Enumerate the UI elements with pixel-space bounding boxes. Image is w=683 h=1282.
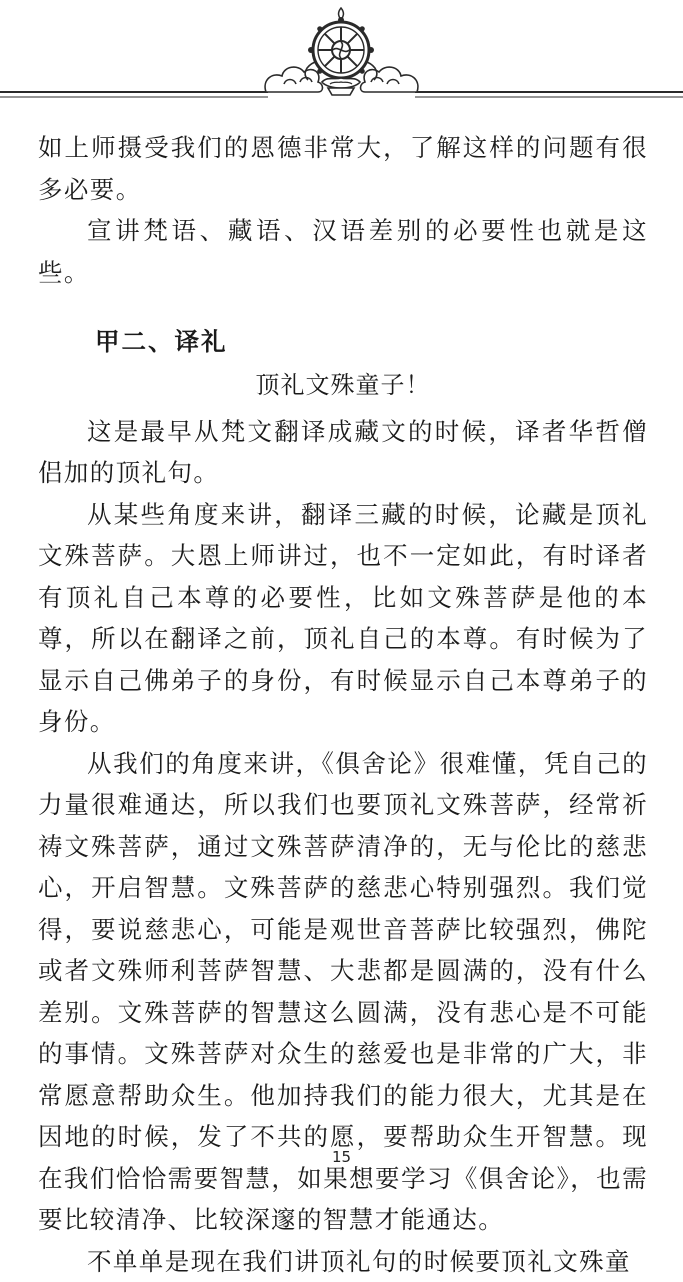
cloud-left-icon — [265, 67, 322, 92]
paragraph: 从某些角度来讲，翻译三藏的时候，论藏是顶礼文殊菩萨。大恩上师讲过，也不一定如此，有时译者有顶礼自己本尊的必要性，比如文殊菩萨是他的本尊，所以在翻译之前，顶礼自己的本尊。有时候为了显示自己佛弟子的身份，有时候显示自己本尊弟子的身份。 — [38, 494, 648, 743]
section-heading: 甲二、译礼 — [38, 321, 648, 363]
paragraph: 宣讲梵语、藏语、汉语差别的必要性也就是这些。 — [38, 210, 648, 293]
cloud-right-icon — [361, 67, 418, 92]
paragraph: 不单单是现在我们讲顶礼句的时候要顶礼文殊童 — [38, 1241, 648, 1282]
paragraph: 如上师摄受我们的恩德非常大，了解这样的问题有很多必要。 — [38, 127, 648, 210]
verse-line: 顶礼文殊童子！ — [38, 365, 648, 405]
header-ornament — [0, 0, 683, 110]
page-body — [38, 127, 648, 1282]
paragraph: 从我们的角度来讲，《俱舍论》很难懂，凭自己的力量很难通达，所以我们也要顶礼文殊菩萨，经常祈祷文殊菩萨，通过文殊菩萨清净的，无与伦比的慈悲心，开启智慧。文殊菩萨的慈悲心特别强烈。我们觉得，要说慈悲心，可能是观世音菩萨比较强烈，佛陀或者文殊师利菩萨智慧、大悲都是圆满的，没有什么差别。文殊菩萨的智慧这么圆满，没有悲心是不可能的事情。文殊菩萨对众生的慈爱也是非常的广大，非常愿意帮助众生。他加持我们的能力很大，尤其是在因地的时候，发了不共的愿，要帮助众生开智慧。现在我们恰恰需要智慧，如果想要学习《俱舍论》，也需要比较清净、比较深邃的智慧才能通达。 — [38, 743, 648, 1241]
page-number: 15 — [0, 1148, 683, 1166]
paragraph: 这是最早从梵文翻译成藏文的时候，译者华哲僧侣加的顶礼句。 — [38, 411, 648, 494]
